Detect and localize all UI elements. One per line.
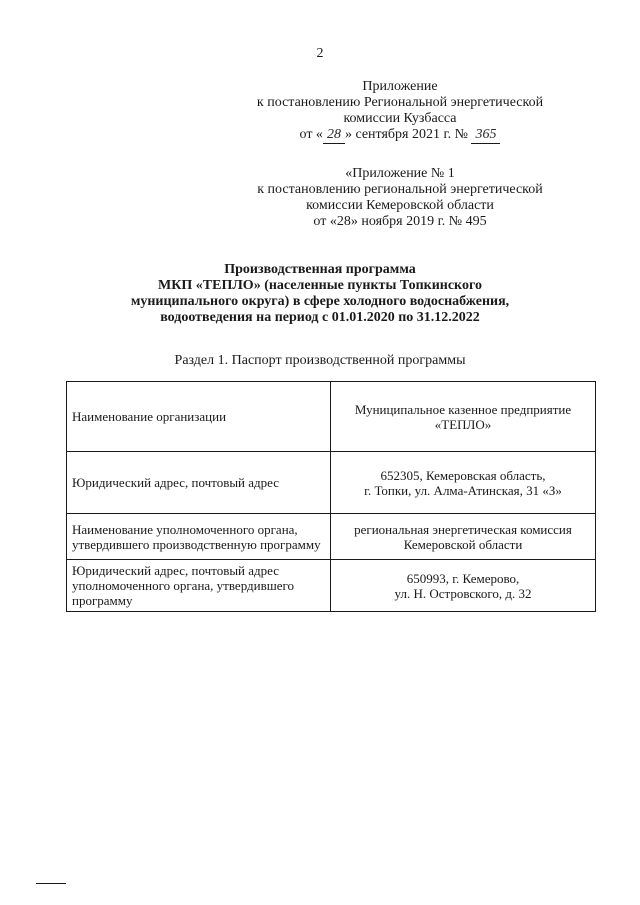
- table-row: [67, 514, 596, 560]
- appendix-title: Приложение: [362, 79, 438, 94]
- handwritten-day: 28: [323, 127, 345, 144]
- original-appendix-date: от «28» ноября 2019 г. № 495: [313, 214, 487, 229]
- table-label-cell: Юридический адрес, почтовый адрес: [67, 452, 331, 514]
- value-line: Кемеровской области: [403, 536, 523, 552]
- table-value-cell: [331, 452, 596, 514]
- table-row: [67, 382, 596, 452]
- appendix-date-line: [240, 127, 560, 144]
- table-row: [67, 452, 596, 514]
- footnote-divider: [36, 883, 66, 884]
- table-value-cell: [331, 560, 596, 612]
- original-appendix-issuer: комиссии Кемеровской области: [306, 198, 494, 213]
- table-label-cell: Наименование уполномоченного органа, утвердившего производственную программу: [67, 514, 331, 560]
- program-title: [80, 262, 560, 326]
- table-row: [67, 560, 596, 612]
- date-mid: » сентября 2021 г. №: [344, 127, 468, 142]
- value-line: «ТЕПЛО»: [434, 416, 492, 432]
- passport-table: [66, 381, 596, 612]
- appendix-header-current: [240, 79, 560, 144]
- appendix-reference: к постановлению Региональной энергетической: [256, 95, 544, 110]
- section-title: Раздел 1. Паспорт производственной программы: [174, 353, 466, 368]
- original-appendix-title: «Приложение № 1: [345, 166, 455, 181]
- table-label-cell: Наименование организации: [67, 382, 331, 452]
- original-appendix-reference: к постановлению региональной энергетической: [257, 182, 543, 197]
- program-title-line-4: водоотведения на период с 01.01.2020 по 31.12.2022: [160, 310, 480, 325]
- program-title-line-2: МКП «ТЕПЛО» (населенные пункты Топкинского: [158, 278, 482, 293]
- program-title-line-1: Производственная программа: [224, 262, 416, 277]
- table-label-cell: Юридический адрес, почтовый адрес уполномоченного органа, утвердившего программу: [67, 560, 331, 612]
- page-number: 2: [316, 46, 324, 61]
- value-line: 650993, г. Кемерово,: [406, 570, 520, 586]
- value-line: г. Топки, ул. Алма-Атинская, 31 «З»: [364, 482, 562, 498]
- table-value-cell: [331, 382, 596, 452]
- date-prefix: от «: [299, 127, 323, 142]
- value-line: региональная энергетическая комиссия: [354, 521, 572, 537]
- appendix-header-original: [240, 166, 560, 230]
- value-line: ул. Н. Островского, д. 32: [394, 585, 532, 601]
- handwritten-doc-number: 365: [471, 127, 500, 144]
- table-value-cell: [331, 514, 596, 560]
- program-title-line-3: муниципального округа) в сфере холодного водоснабжения,: [130, 294, 510, 309]
- appendix-issuer: комиссии Кузбасса: [343, 111, 457, 126]
- value-line: 652305, Кемеровская область,: [380, 467, 546, 483]
- value-line: Муниципальное казенное предприятие: [354, 401, 572, 417]
